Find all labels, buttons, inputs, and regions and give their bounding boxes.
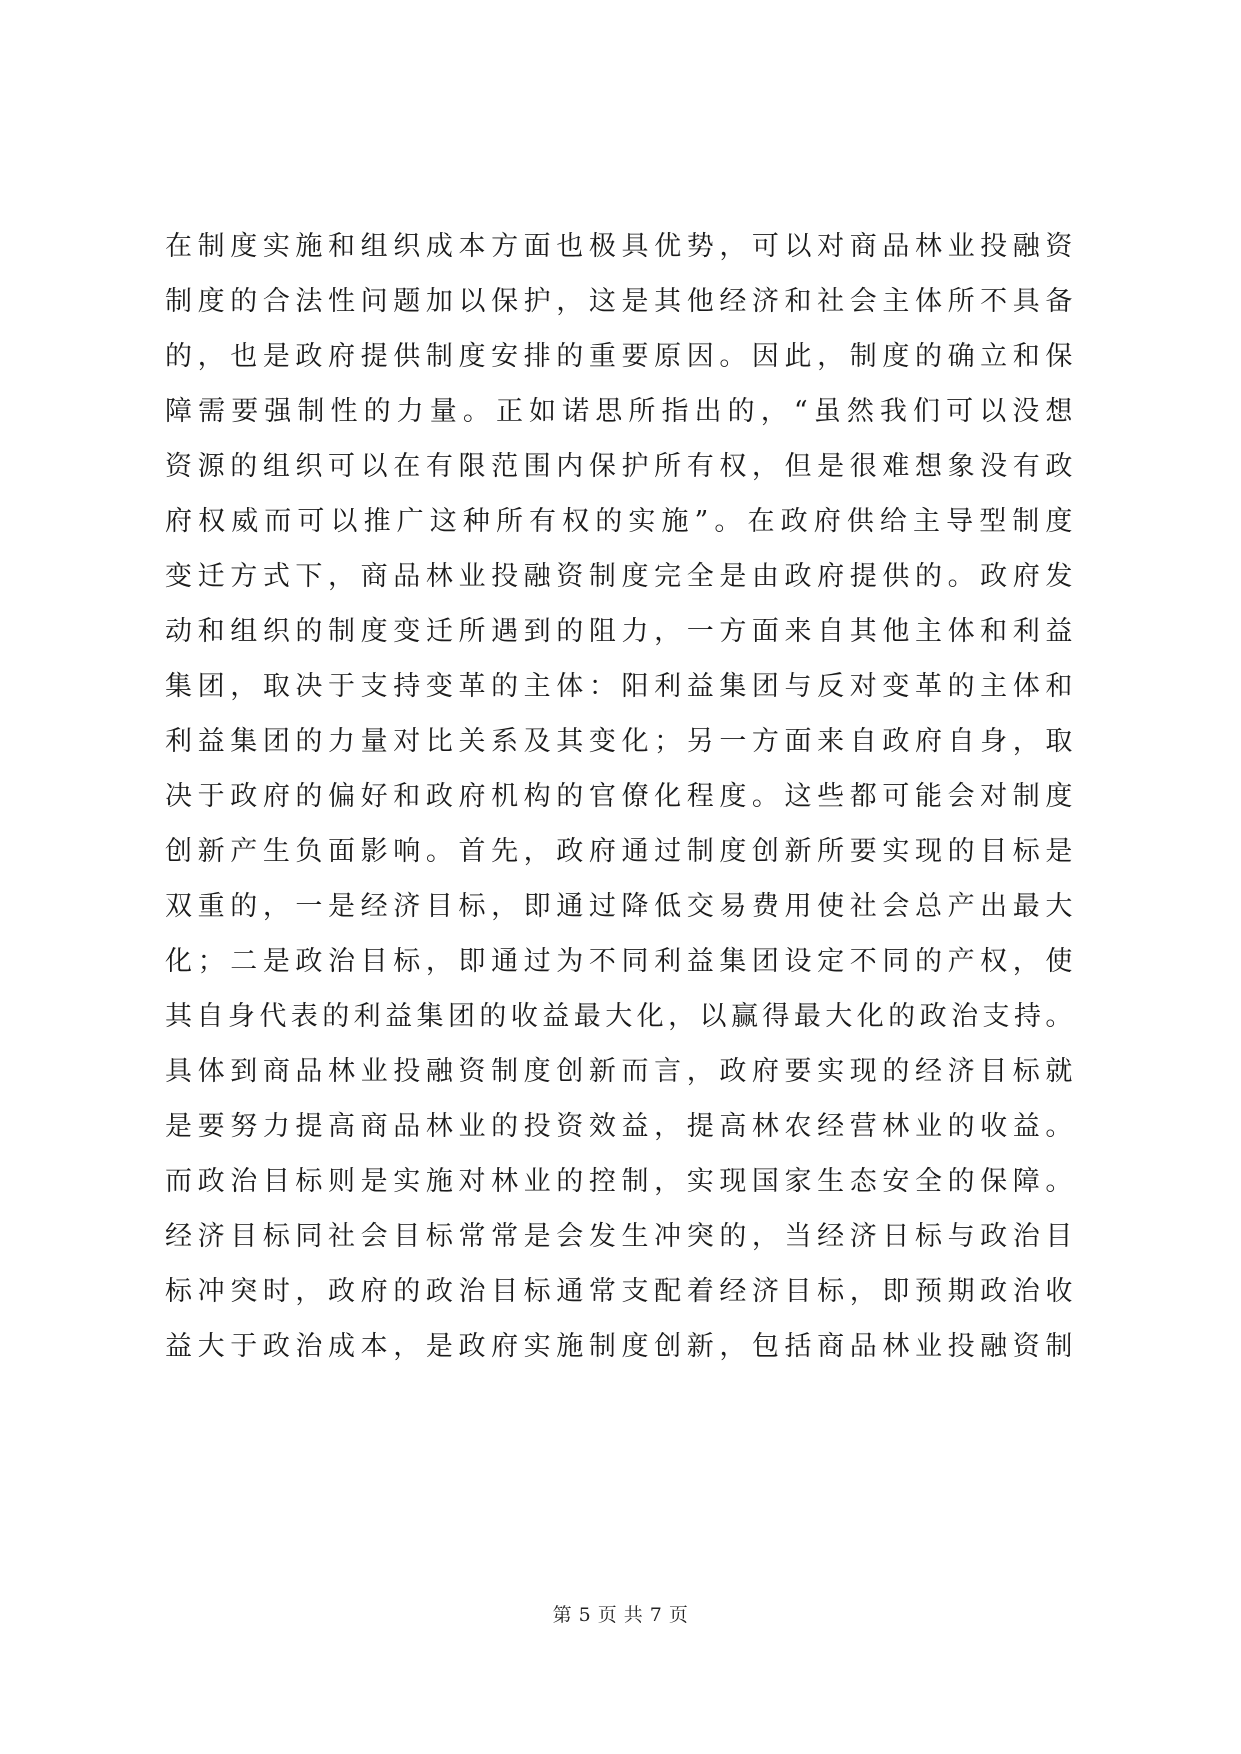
body-text-line: 化；二是政治目标，即通过为不同利益集团设定不同的产权，使 (165, 946, 1075, 977)
body-text-line: 资源的组织可以在有限范围内保护所有权，但是很难想象没有政 (165, 451, 1075, 482)
body-text-line: 集团，取决于支持变革的主体：阳利益集团与反对变革的主体和 (165, 671, 1075, 702)
body-text-line: 具体到商品林业投融资制度创新而言，政府要实现的经济目标就 (165, 1056, 1075, 1087)
body-text-line: 动和组织的制度变迁所遇到的阻力，一方面来自其他主体和利益 (165, 616, 1075, 647)
body-text-line: 经济目标同社会目标常常是会发生冲突的，当经济日标与政治目 (165, 1221, 1075, 1252)
body-text-line: 在制度实施和组织成本方面也极具优势，可以对商品林业投融资 (165, 231, 1075, 262)
body-text-line: 府权威而可以推广这种所有权的实施”。在政府供给主导型制度 (165, 506, 1075, 537)
body-text-line: 其自身代表的利益集团的收益最大化，以赢得最大化的政治支持。 (165, 1001, 1075, 1032)
body-text-line: 而政治目标则是实施对林业的控制，实现国家生态安全的保障。 (165, 1166, 1075, 1197)
page-number-footer: 第 5 页 共 7 页 (552, 1604, 689, 1626)
body-text-line: 的，也是政府提供制度安排的重要原因。因此，制度的确立和保 (165, 341, 1075, 372)
body-text-line: 障需要强制性的力量。正如诺思所指出的，“虽然我们可以没想 (165, 396, 1075, 427)
body-text-line: 利益集团的力量对比关系及其变化；另一方面来自政府自身，取 (165, 726, 1075, 757)
body-text-line: 是要努力提高商品林业的投资效益，提高林农经营林业的收益。 (165, 1111, 1075, 1142)
body-text-line: 标冲突时，政府的政治目标通常支配着经济目标，即预期政治收 (165, 1276, 1075, 1307)
body-text-line: 变迁方式下，商品林业投融资制度完全是由政府提供的。政府发 (165, 561, 1075, 592)
body-text-line: 益大于政治成本，是政府实施制度创新，包括商品林业投融资制 (165, 1331, 1075, 1362)
body-text-line: 创新产生负面影响。首先，政府通过制度创新所要实现的目标是 (165, 836, 1075, 867)
body-text-line: 制度的合法性问题加以保护，这是其他经济和社会主体所不具备 (165, 286, 1075, 317)
body-text-line: 双重的，一是经济目标，即通过降低交易费用使社会总产出最大 (165, 891, 1075, 922)
body-text-line: 决于政府的偏好和政府机构的官僚化程度。这些都可能会对制度 (165, 781, 1075, 812)
